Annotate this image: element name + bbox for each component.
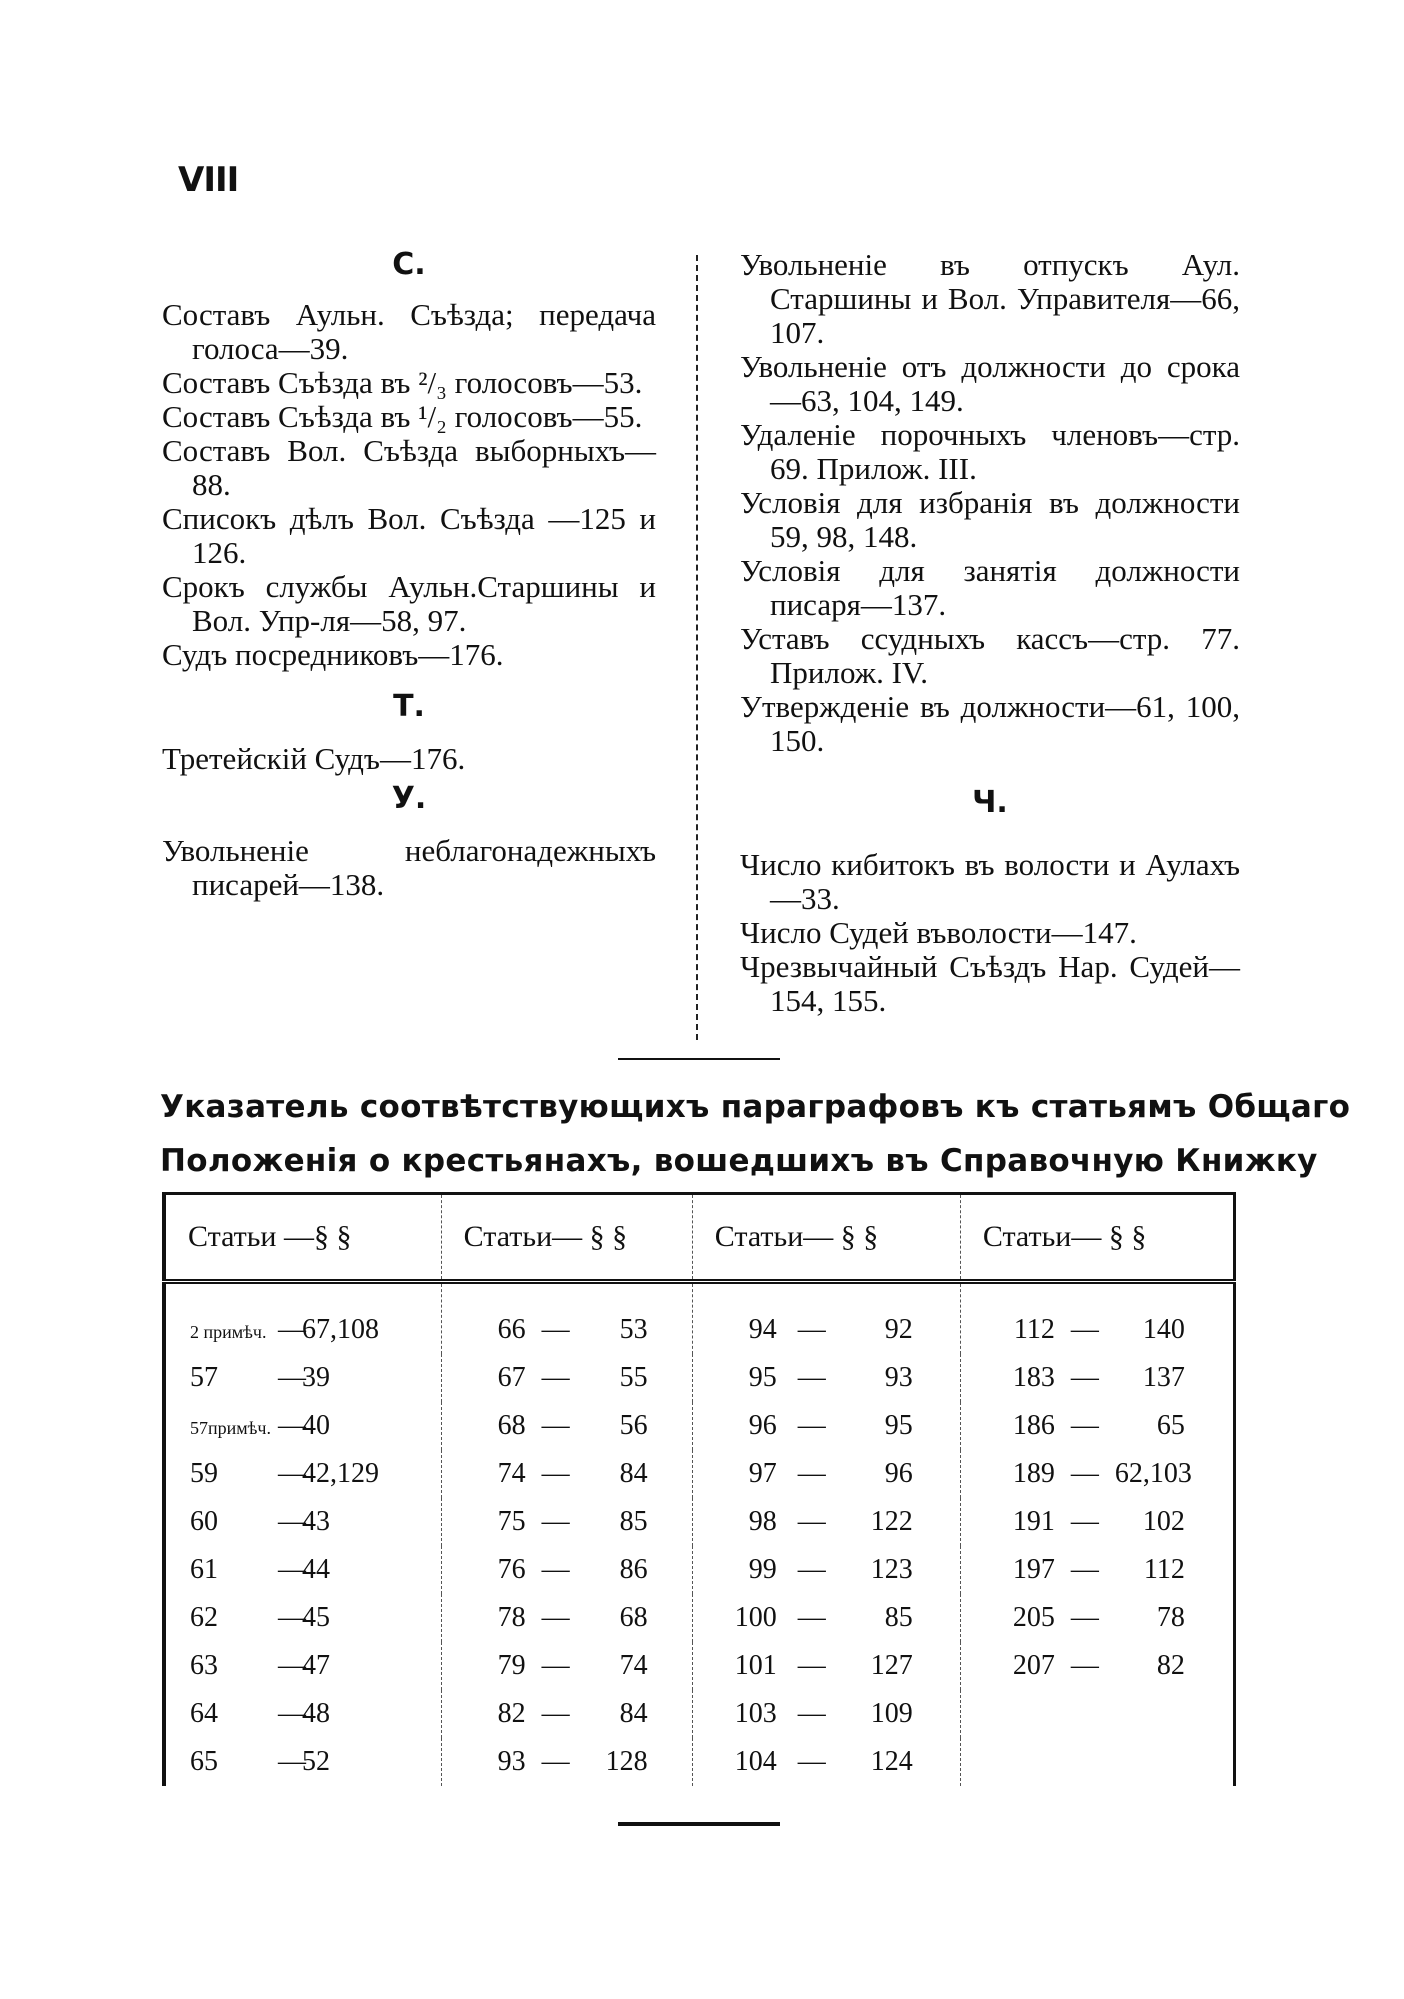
table-cell	[441, 1738, 692, 1786]
article-number: 78	[497, 1602, 526, 1633]
table-cell	[441, 1546, 692, 1594]
page-number: VIII	[178, 160, 239, 200]
dash-separator: —	[278, 1746, 306, 1777]
table-cell	[164, 1450, 441, 1498]
index-entry: Составъ Съѣзда въ ²/₃ голосовъ—53.	[162, 365, 643, 400]
table-cell	[441, 1282, 692, 1355]
article-number: 64	[190, 1698, 218, 1729]
article-number: 65	[190, 1746, 218, 1777]
article-paragraph-pair	[442, 1410, 692, 1442]
table-header: Статьи —§ §	[164, 1194, 441, 1282]
paragraph-number: 47	[302, 1650, 330, 1681]
article-paragraph-pair	[166, 1602, 441, 1634]
table-cell	[441, 1690, 692, 1738]
table-cell	[164, 1594, 441, 1642]
index-entry: Чрезвычайный Съѣздъ Нар. Судей—154, 155.	[740, 949, 1240, 1018]
article-number: 74	[497, 1458, 526, 1489]
table-cell	[164, 1402, 441, 1450]
table-row	[164, 1690, 1235, 1738]
table-header: Статьи— § §	[441, 1194, 692, 1282]
dash-separator: —	[797, 1506, 826, 1537]
table-cell	[692, 1450, 960, 1498]
table-cell	[692, 1690, 960, 1738]
index-entry: Увольненіе въ отпускъ Аул. Старшины и Вол. Управителя—66, 107.	[740, 247, 1240, 350]
article-paragraph-pair	[166, 1458, 441, 1490]
article-paragraph-pair	[442, 1506, 692, 1538]
article-number: 68	[497, 1410, 526, 1441]
article-number: 101	[734, 1650, 777, 1681]
article-number: 98	[748, 1506, 777, 1537]
dash-separator: —	[278, 1506, 306, 1537]
table-row	[164, 1546, 1235, 1594]
article-paragraph-pair	[693, 1362, 960, 1394]
section-letter-ch: Ч.	[972, 785, 1008, 820]
dash-separator: —	[541, 1458, 570, 1489]
table-row	[164, 1354, 1235, 1402]
section-letter-s: С.	[392, 247, 426, 282]
table-cell	[692, 1498, 960, 1546]
article-paragraph-pair	[166, 1362, 441, 1394]
article-paragraph-pair	[693, 1698, 960, 1730]
article-number: 207	[1012, 1650, 1055, 1681]
article-paragraph-pair	[961, 1506, 1233, 1538]
article-paragraph-pair	[442, 1650, 692, 1682]
index-entry: Утвержденіе въ должности—61, 100, 150.	[740, 689, 1240, 758]
index-entry: Увольненіе отъ должности до срока—63, 104, 149.	[740, 349, 1240, 418]
index-entry: Составъ Съѣзда въ ¹/₂ голосовъ—55.	[162, 399, 643, 434]
table-row	[164, 1402, 1235, 1450]
divider-rule	[618, 1058, 780, 1060]
dash-separator: —	[797, 1698, 826, 1729]
article-number: 186	[1012, 1410, 1055, 1441]
article-number: 67	[497, 1362, 526, 1393]
table-cell	[441, 1354, 692, 1402]
table-cell	[692, 1594, 960, 1642]
dash-separator: —	[541, 1698, 570, 1729]
table-cell	[692, 1738, 960, 1786]
paragraph-number: 40	[302, 1410, 330, 1441]
table-cell	[692, 1402, 960, 1450]
table-cell	[692, 1546, 960, 1594]
table-cell	[164, 1546, 441, 1594]
index-entry: Условія для занятія должности писаря—137.	[740, 553, 1240, 622]
table-cell	[164, 1738, 441, 1786]
dash-separator: —	[278, 1362, 306, 1393]
dash-separator: —	[797, 1410, 826, 1441]
article-number: 63	[190, 1650, 218, 1681]
article-paragraph-pair	[693, 1458, 960, 1490]
dash-separator: —	[1070, 1314, 1099, 1345]
dash-separator: —	[797, 1458, 826, 1489]
article-paragraph-pair	[166, 1554, 441, 1586]
table-cell	[441, 1498, 692, 1546]
table-cell	[164, 1354, 441, 1402]
article-number: 57	[190, 1362, 218, 1393]
article-paragraph-pair	[693, 1506, 960, 1538]
dash-separator: —	[797, 1314, 826, 1345]
dash-separator: —	[1070, 1362, 1099, 1393]
paragraph-number: 52	[302, 1746, 330, 1777]
dash-separator: —	[278, 1602, 306, 1633]
paragraph-number: 78	[1156, 1602, 1185, 1633]
index-entry: Судъ посредниковъ—176.	[162, 637, 504, 672]
table-row	[164, 1498, 1235, 1546]
table-cell	[692, 1354, 960, 1402]
article-number: 205	[1012, 1602, 1055, 1633]
article-paragraph-pair	[693, 1650, 960, 1682]
index-entry: Срокъ службы Аульн.Старшины и Вол. Упр-ля—58, 97.	[162, 569, 656, 638]
index-column-left	[162, 248, 656, 902]
dash-separator: —	[797, 1554, 826, 1585]
dash-separator: —	[278, 1554, 306, 1585]
table-row	[164, 1642, 1235, 1690]
article-paragraph-pair	[166, 1746, 441, 1778]
dash-separator: —	[541, 1314, 570, 1345]
article-number: 66	[497, 1314, 526, 1345]
index-entry: Уставъ ссудныхъ кассъ—стр. 77. Прилож. IV.	[740, 621, 1240, 690]
table-cell	[692, 1642, 960, 1690]
paragraph-number: 84	[619, 1698, 648, 1729]
article-paragraph-pair	[961, 1602, 1233, 1634]
paragraph-number: 109	[870, 1698, 913, 1729]
table-cell	[164, 1282, 441, 1355]
table-cell	[692, 1282, 960, 1355]
dash-separator: —	[541, 1506, 570, 1537]
paragraph-number: 96	[884, 1458, 913, 1489]
table-header: Статьи— § §	[960, 1194, 1234, 1282]
dash-separator: —	[797, 1362, 826, 1393]
article-number: 97	[748, 1458, 777, 1489]
paragraph-number: 65	[1156, 1410, 1185, 1441]
index-entry: Число Судей въволости—147.	[740, 915, 1137, 950]
dash-separator: —	[1070, 1458, 1099, 1489]
dash-separator: —	[278, 1458, 306, 1489]
table-cell	[960, 1546, 1234, 1594]
article-paragraph-pair	[693, 1554, 960, 1586]
dash-separator: —	[541, 1362, 570, 1393]
paragraph-number: 55	[619, 1362, 648, 1393]
index-entry: Списокъ дѣлъ Вол. Съѣзда —125 и 126.	[162, 501, 656, 570]
table-row	[164, 1594, 1235, 1642]
table-cell	[960, 1642, 1234, 1690]
article-paragraph-pair	[693, 1314, 960, 1346]
article-number: 79	[497, 1650, 526, 1681]
paragraph-number: 93	[884, 1362, 913, 1393]
article-paragraph-pair	[442, 1698, 692, 1730]
article-number: 100	[734, 1602, 777, 1633]
article-paragraph-pair	[961, 1554, 1233, 1586]
table-row	[164, 1738, 1235, 1786]
article-number: 96	[748, 1410, 777, 1441]
article-number: 75	[497, 1506, 526, 1537]
index-entry: Увольненіе неблагонадежныхъ писарей—138.	[162, 833, 656, 902]
paragraph-number: 82	[1156, 1650, 1185, 1681]
table-cell	[441, 1450, 692, 1498]
article-number: 93	[497, 1746, 526, 1777]
article-number: 197	[1012, 1554, 1055, 1585]
paragraph-number: 48	[302, 1698, 330, 1729]
article-paragraph-pair	[693, 1410, 960, 1442]
article-paragraph-pair	[961, 1650, 1233, 1682]
dash-separator: —	[1070, 1650, 1099, 1681]
table-cell	[960, 1498, 1234, 1546]
table-cell	[960, 1690, 1234, 1738]
table-header: Статьи— § §	[692, 1194, 960, 1282]
article-number: 183	[1012, 1362, 1055, 1393]
index-column-right	[740, 248, 1240, 1018]
section-letter-u: У.	[391, 781, 427, 816]
paragraph-number: 44	[302, 1554, 330, 1585]
paragraph-number: 122	[870, 1506, 913, 1537]
article-paragraph-pair	[166, 1506, 441, 1538]
article-paragraph-pair	[442, 1554, 692, 1586]
paragraph-number: 74	[619, 1650, 648, 1681]
dash-separator: —	[278, 1698, 306, 1729]
dash-separator: —	[1070, 1554, 1099, 1585]
article-paragraph-pair	[166, 1698, 441, 1730]
article-paragraph-pair	[693, 1602, 960, 1634]
table-row	[164, 1450, 1235, 1498]
paragraph-number: 43	[302, 1506, 330, 1537]
table-cell	[164, 1498, 441, 1546]
paragraph-number: 85	[884, 1602, 913, 1633]
paragraph-number: 42,129	[302, 1458, 379, 1489]
article-number: 189	[1012, 1458, 1055, 1489]
article-paragraph-pair	[442, 1362, 692, 1394]
article-paragraph-pair	[961, 1458, 1233, 1490]
article-paragraph-pair	[166, 1410, 441, 1442]
article-number: 104	[734, 1746, 777, 1777]
column-separator	[696, 255, 698, 1040]
article-number: 59	[190, 1458, 218, 1489]
dash-separator: —	[541, 1746, 570, 1777]
article-paragraph-pair	[961, 1410, 1233, 1442]
table-cell	[164, 1642, 441, 1690]
end-rule	[618, 1822, 780, 1826]
article-number: 191	[1012, 1506, 1055, 1537]
article-number: 2 примѣч.	[190, 1322, 267, 1342]
articles-paragraphs-table	[162, 1192, 1236, 1786]
article-number: 95	[748, 1362, 777, 1393]
paragraph-number: 62,103	[1114, 1458, 1192, 1489]
article-number: 99	[748, 1554, 777, 1585]
dash-separator: —	[541, 1602, 570, 1633]
paragraph-number: 45	[302, 1602, 330, 1633]
table-cell	[441, 1642, 692, 1690]
table-row	[164, 1282, 1235, 1355]
index-entry: Число кибитокъ въ волости и Аулахъ—33.	[740, 847, 1240, 916]
dash-separator: —	[278, 1314, 306, 1345]
paragraph-number: 112	[1143, 1554, 1185, 1585]
article-paragraph-pair	[442, 1746, 692, 1778]
dash-separator: —	[278, 1410, 306, 1441]
dash-separator: —	[797, 1746, 826, 1777]
dash-separator: —	[797, 1650, 826, 1681]
article-number: 62	[190, 1602, 218, 1633]
index-entry: Составъ Вол. Съѣзда выборныхъ—88.	[162, 433, 656, 502]
table-heading	[160, 1080, 1351, 1188]
article-paragraph-pair	[166, 1314, 441, 1346]
table-cell	[960, 1354, 1234, 1402]
table-body	[164, 1282, 1235, 1787]
paragraph-number: 128	[605, 1746, 648, 1777]
paragraph-number: 84	[619, 1458, 648, 1489]
dash-separator: —	[1070, 1602, 1099, 1633]
table-cell	[164, 1690, 441, 1738]
article-paragraph-pair	[693, 1746, 960, 1778]
paragraph-number: 95	[884, 1410, 913, 1441]
table-cell	[960, 1738, 1234, 1786]
article-number: 82	[497, 1698, 526, 1729]
paragraph-number: 53	[619, 1314, 648, 1345]
table-cell	[441, 1594, 692, 1642]
dash-separator: —	[278, 1650, 306, 1681]
table-cell	[960, 1594, 1234, 1642]
index-entry: Удаленіе порочныхъ членовъ—стр. 69. Прилож. III.	[740, 417, 1240, 486]
article-number: 60	[190, 1506, 218, 1537]
article-number: 112	[1013, 1314, 1055, 1345]
article-number: 76	[497, 1554, 526, 1585]
article-paragraph-pair	[442, 1602, 692, 1634]
paragraph-number: 140	[1142, 1314, 1185, 1345]
article-number: 57примѣч.	[190, 1418, 271, 1438]
table-cell	[960, 1450, 1234, 1498]
paragraph-number: 68	[619, 1602, 648, 1633]
article-number: 94	[748, 1314, 777, 1345]
section-letter-t: Т.	[393, 689, 425, 724]
dash-separator: —	[1070, 1506, 1099, 1537]
article-paragraph-pair	[166, 1650, 441, 1682]
paragraph-number: 124	[870, 1746, 913, 1777]
article-paragraph-pair	[961, 1314, 1233, 1346]
article-paragraph-pair	[961, 1362, 1233, 1394]
paragraph-number: 86	[619, 1554, 648, 1585]
paragraph-number: 127	[870, 1650, 913, 1681]
heading-line-2: Положенія о крестьянахъ, вошедшихъ въ Справочную Книжку	[160, 1143, 1318, 1179]
heading-line-1: Указатель соотвѣтствующихъ параграфовъ къ статьямъ Общаго	[160, 1089, 1351, 1125]
article-paragraph-pair	[442, 1458, 692, 1490]
paragraph-number: 92	[884, 1314, 913, 1345]
dash-separator: —	[1070, 1410, 1099, 1441]
index-entry: Составъ Аульн. Съѣзда; передача голоса—39.	[162, 297, 656, 366]
article-paragraph-pair	[442, 1314, 692, 1346]
paragraph-number: 56	[619, 1410, 648, 1441]
article-number: 103	[734, 1698, 777, 1729]
table-cell	[960, 1402, 1234, 1450]
dash-separator: —	[541, 1650, 570, 1681]
article-number: 61	[190, 1554, 218, 1585]
paragraph-number: 39	[302, 1362, 330, 1393]
table-cell	[441, 1402, 692, 1450]
dash-separator: —	[797, 1602, 826, 1633]
paragraph-number: 123	[870, 1554, 913, 1585]
paragraph-number: 102	[1142, 1506, 1185, 1537]
table-cell	[960, 1282, 1234, 1355]
paragraph-number: 67,108	[302, 1314, 379, 1345]
dash-separator: —	[541, 1554, 570, 1585]
paragraph-number: 137	[1142, 1362, 1185, 1393]
paragraph-number: 85	[619, 1506, 648, 1537]
dash-separator: —	[541, 1410, 570, 1441]
index-entry: Третейскій Судъ—176.	[162, 741, 466, 776]
index-entry: Условія для избранія въ должности 59, 98, 148.	[740, 485, 1240, 554]
